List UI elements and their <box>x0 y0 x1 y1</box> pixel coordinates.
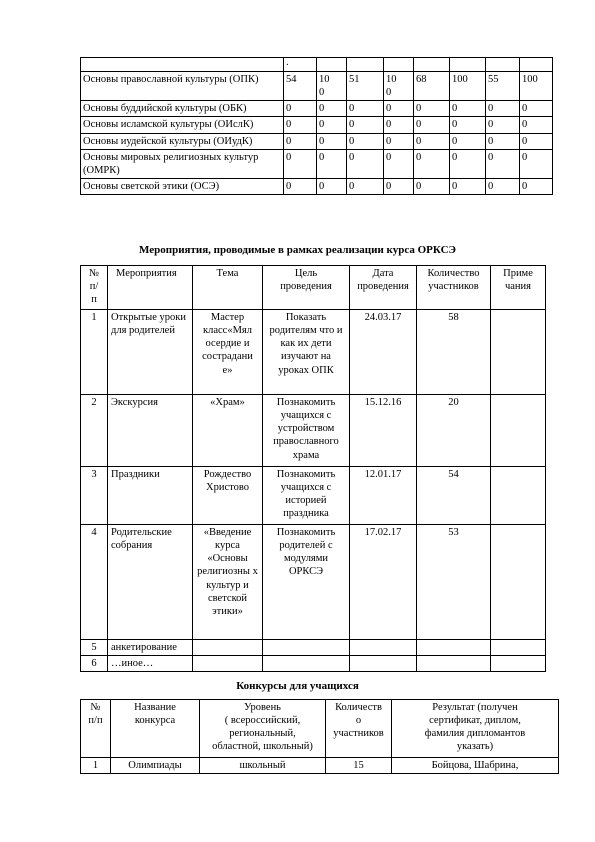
table-cell <box>450 58 486 72</box>
table-cell <box>491 467 546 525</box>
table-cell: 0 <box>486 133 520 149</box>
table-header-row <box>81 266 546 310</box>
table-cell: 0 <box>414 178 450 194</box>
table-cell <box>350 640 417 656</box>
table-row <box>81 525 546 640</box>
table-cell <box>491 656 546 672</box>
table-cell: 0 <box>347 178 384 194</box>
table-row <box>81 72 553 101</box>
table-cell: Мастер класс«Мял осердие и сострадани е» <box>193 310 263 395</box>
table-row <box>81 133 553 149</box>
column-header: Мероприятия <box>108 266 193 310</box>
table-cell: 1 <box>81 758 111 774</box>
table-cell: 17.02.17 <box>350 525 417 640</box>
table-cell <box>491 395 546 467</box>
table-cell: 0 <box>450 133 486 149</box>
column-header: Уровень ( всероссийский, региональный, областной, школьный) <box>200 700 326 758</box>
table-cell: 0 <box>317 149 347 178</box>
table-cell <box>263 656 350 672</box>
table-cell: 100 <box>450 72 486 101</box>
table-cell: 0 <box>520 133 553 149</box>
table-cell: 0 <box>284 178 317 194</box>
section-title: Конкурсы для учащихся <box>236 680 359 692</box>
table-cell: 0 <box>347 133 384 149</box>
table-row <box>81 58 553 72</box>
table-cell: 68 <box>414 72 450 101</box>
table-cell: 53 <box>417 525 491 640</box>
table-cell <box>317 58 347 72</box>
table-cell: 0 <box>384 101 414 117</box>
table-cell <box>417 656 491 672</box>
table-cell: 0 <box>384 117 414 133</box>
table-cell: 54 <box>284 72 317 101</box>
table-header-row <box>81 700 559 758</box>
table-cell: 0 <box>347 117 384 133</box>
table-cell: 0 <box>486 101 520 117</box>
table-cell <box>350 656 417 672</box>
table-cell: Бойцова, Шабрина, <box>392 758 559 774</box>
table-cell: 0 <box>450 178 486 194</box>
table-cell: 3 <box>81 467 108 525</box>
table-cell: 54 <box>417 467 491 525</box>
table-cell: 0 <box>414 149 450 178</box>
table-cell: 0 <box>486 178 520 194</box>
table-row <box>81 640 546 656</box>
table-cell: 51 <box>347 72 384 101</box>
table-cell: Основы буддийской культуры (ОБК) <box>81 101 284 117</box>
table-cell: Познакомить учащихся с устройством православного храма <box>263 395 350 467</box>
column-header: Результат (получен сертификат, диплом, фамилия дипломантов указать) <box>392 700 559 758</box>
table-cell: Олимпиады <box>111 758 200 774</box>
table-cell <box>417 640 491 656</box>
table-cell: Праздники <box>108 467 193 525</box>
table-cell: 0 <box>520 178 553 194</box>
table-row <box>81 101 553 117</box>
events-table <box>80 265 546 672</box>
column-header: Приме чания <box>491 266 546 310</box>
column-header: № п/ п <box>81 266 108 310</box>
table-cell: школьный <box>200 758 326 774</box>
table-cell: 0 <box>347 101 384 117</box>
table-cell: Познакомить родителей с модулями ОРКСЭ <box>263 525 350 640</box>
table-cell: Показать родителям что и как их дети изучают на уроках ОПК <box>263 310 350 395</box>
section-title: Мероприятия, проводимые в рамках реализации курса ОРКСЭ <box>139 244 456 256</box>
table-cell: 6 <box>81 656 108 672</box>
table-cell <box>193 656 263 672</box>
table-cell: 0 <box>450 117 486 133</box>
table-cell <box>486 58 520 72</box>
table-cell: 0 <box>486 149 520 178</box>
table-row <box>81 467 546 525</box>
table-cell: 0 <box>384 149 414 178</box>
table-cell <box>520 58 553 72</box>
table-cell: Родительские собрания <box>108 525 193 640</box>
table-cell: 0 <box>520 149 553 178</box>
table-cell <box>193 640 263 656</box>
table-cell: 24.03.17 <box>350 310 417 395</box>
table-cell <box>491 310 546 395</box>
table-cell: 0 <box>347 149 384 178</box>
table-row <box>81 395 546 467</box>
table-cell: Основы исламской культуры (ОИслК) <box>81 117 284 133</box>
table-cell: 0 <box>486 117 520 133</box>
column-header: Название конкурса <box>111 700 200 758</box>
contests-table <box>80 699 559 774</box>
column-header: Тема <box>193 266 263 310</box>
table-cell: 0 <box>414 101 450 117</box>
table-row <box>81 656 546 672</box>
table-cell: 10 0 <box>384 72 414 101</box>
table-cell <box>491 525 546 640</box>
table-cell: 15.12.16 <box>350 395 417 467</box>
table-cell: анкетирование <box>108 640 193 656</box>
table-row <box>81 758 559 774</box>
table-cell: 0 <box>384 133 414 149</box>
table-cell: 0 <box>284 133 317 149</box>
table-cell: 0 <box>317 178 347 194</box>
table-row <box>81 117 553 133</box>
table-cell: 0 <box>520 101 553 117</box>
table-cell: 0 <box>384 178 414 194</box>
table-cell: 0 <box>317 133 347 149</box>
table-cell <box>384 58 414 72</box>
table-cell <box>263 640 350 656</box>
table-cell: 5 <box>81 640 108 656</box>
table-cell: 15 <box>326 758 392 774</box>
table-cell: «Введение курса «Основы религиозны х культур и светской этики» <box>193 525 263 640</box>
table-cell <box>491 640 546 656</box>
table-cell: 0 <box>284 117 317 133</box>
table-cell: Открытые уроки для родителей <box>108 310 193 395</box>
table-cell: Основы светской этики (ОСЭ) <box>81 178 284 194</box>
column-header: № п/п <box>81 700 111 758</box>
table-cell: Основы мировых религиозных культур (ОМРК) <box>81 149 284 178</box>
column-header: Количество участников <box>417 266 491 310</box>
column-header: Количеств о участников <box>326 700 392 758</box>
table-cell: Экскурсия <box>108 395 193 467</box>
table-cell: 4 <box>81 525 108 640</box>
column-header: Цель проведения <box>263 266 350 310</box>
table-cell: …иное… <box>108 656 193 672</box>
column-header: Дата проведения <box>350 266 417 310</box>
table-cell: 0 <box>317 117 347 133</box>
table-cell: Рождество Христово <box>193 467 263 525</box>
table-cell: 20 <box>417 395 491 467</box>
table-cell: 1 <box>81 310 108 395</box>
table-cell: Основы иудейской культуры (ОИудК) <box>81 133 284 149</box>
table-cell: 55 <box>486 72 520 101</box>
table-cell: 100 <box>520 72 553 101</box>
table-cell: 0 <box>520 117 553 133</box>
table-cell: 0 <box>450 101 486 117</box>
table-row <box>81 149 553 178</box>
table-cell: 0 <box>414 117 450 133</box>
table-cell: 12.01.17 <box>350 467 417 525</box>
table-cell: 58 <box>417 310 491 395</box>
table-cell: 0 <box>317 101 347 117</box>
table-row <box>81 178 553 194</box>
table-cell: 2 <box>81 395 108 467</box>
table-cell: 0 <box>450 149 486 178</box>
table-cell: Основы православной культуры (ОПК) <box>81 72 284 101</box>
table-cell: . <box>284 58 317 72</box>
table-cell: 0 <box>414 133 450 149</box>
table-row <box>81 310 546 395</box>
table-cell <box>347 58 384 72</box>
table-cell <box>81 58 284 72</box>
table-cell <box>414 58 450 72</box>
results-table <box>80 57 553 195</box>
table-cell: 10 0 <box>317 72 347 101</box>
table-cell: 0 <box>284 149 317 178</box>
table-cell: Познакомить учащихся с историей праздника <box>263 467 350 525</box>
table-cell: 0 <box>284 101 317 117</box>
table-cell: «Храм» <box>193 395 263 467</box>
